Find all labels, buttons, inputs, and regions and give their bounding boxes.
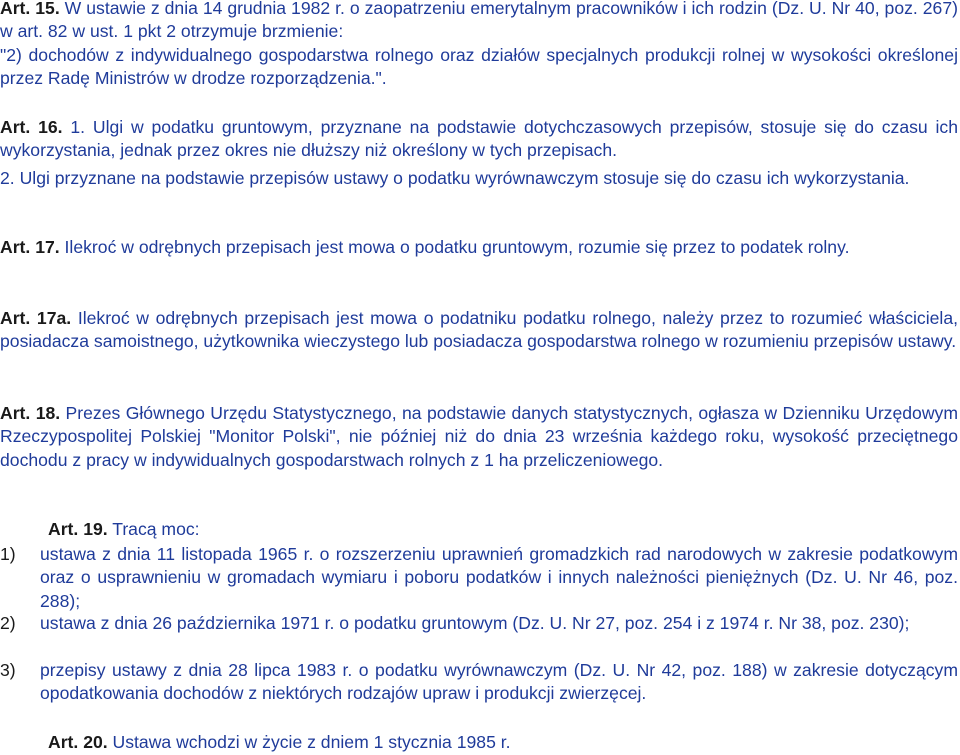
art15-text: W ustawie z dnia 14 grudnia 1982 r. o zaopatrzeniu emerytalnym pracowników i ich rodzin (Dz. U. Nr 40, poz. 267) w art. 82 w ust. 1 pkt 2 otrzymuje brzmienie: bbox=[0, 0, 958, 42]
list-item-number: 3) bbox=[0, 660, 16, 680]
art17a-label: Art. 17a. bbox=[0, 308, 72, 328]
art17a-text: Ilekroć w odrębnych przepisach jest mowa o podatniku podatku rolnego, należy przez to rozumieć właściciela, posiadacza samoistnego, użytkownika wieczystego lub posiadacza gospodarstwa rolnego w rozumieniu przepisów ustawy. bbox=[0, 308, 958, 352]
list-item-text: ustawa z dnia 11 listopada 1965 r. o rozszerzeniu uprawnień gromadzkich rad narodowych w zakresie podatkowym oraz o usprawnieniu w gromadach wymiaru i poboru podatków i innych należności pieniężnych (Dz. U. Nr 46, poz. 288); bbox=[40, 544, 958, 611]
art19-heading bbox=[0, 518, 958, 541]
art16-p2-num: 2. bbox=[0, 168, 15, 188]
list-item bbox=[0, 612, 958, 635]
list-item-text: przepisy ustawy z dnia 28 lipca 1983 r. o podatku wyrównawczym (Dz. U. Nr 42, poz. 188) w zakresie dotyczącym opodatkowania dochodów z niektórych rodzajów upraw i produkcji zwierzęcej. bbox=[40, 660, 958, 704]
list-item bbox=[0, 542, 958, 613]
art16-p1-num: 1. bbox=[70, 117, 86, 137]
art16-paragraph-2 bbox=[0, 167, 958, 190]
art20-paragraph bbox=[0, 731, 958, 754]
art16-paragraph-1 bbox=[0, 116, 958, 163]
art18-text: Prezes Głównego Urzędu Statystycznego, na podstawie danych statystycznych, ogłasza w Dzienniku Urzędowym Rzeczypospolitej Polskiej "Monitor Polski", nie później niż do dnia 23 września każdego roku, wysokość przeciętnego dochodu z pracy w indywidualnych gospodarstwach rolnych z 1 ha przeliczeniowego. bbox=[0, 403, 958, 470]
art15-label: Art. 15. bbox=[0, 0, 60, 18]
list-item-number: 1) bbox=[0, 544, 16, 564]
art17-text: Ilekroć w odrębnych przepisach jest mowa o podatku gruntowym, rozumie się przez to podatek rolny. bbox=[59, 237, 850, 257]
art16-p2-text: Ulgi przyznane na podstawie przepisów ustawy o podatku wyrównawczym stosuje się do czasu ich wykorzystania. bbox=[14, 168, 910, 188]
art15-paragraph bbox=[0, 0, 958, 44]
list-item-text: ustawa z dnia 26 października 1971 r. o podatku gruntowym (Dz. U. Nr 27, poz. 254 i z 1974 r. Nr 38, poz. 230); bbox=[40, 613, 910, 633]
art19-text: Tracą moc: bbox=[107, 519, 200, 539]
art17a-paragraph bbox=[0, 307, 958, 354]
art17-label: Art. 17. bbox=[0, 237, 60, 257]
art20-label: Art. 20. bbox=[48, 732, 108, 752]
art16-label: Art. 16. bbox=[0, 117, 63, 137]
art20-text: Ustawa wchodzi w życie z dniem 1 stycznia 1985 r. bbox=[107, 732, 511, 752]
art18-paragraph bbox=[0, 402, 958, 472]
art18-label: Art. 18. bbox=[0, 403, 61, 423]
art19-label: Art. 19. bbox=[48, 519, 108, 539]
art15-quote: "2) dochodów z indywidualnego gospodarstwa rolnego oraz działów specjalnych produkcji rolnej w wysokości określonej przez Radę Ministrów w drodze rozporządzenia.". bbox=[0, 45, 958, 89]
list-item-number: 2) bbox=[0, 613, 16, 633]
list-item bbox=[0, 659, 958, 706]
art17-paragraph bbox=[0, 236, 958, 259]
art16-p1-text: Ulgi w podatku gruntowym, przyznane na podstawie dotychczasowych przepisów, stosuje się do czasu ich wykorzystania, jednak przez okres nie dłuższy niż określony w tych przepisach. bbox=[0, 117, 959, 161]
